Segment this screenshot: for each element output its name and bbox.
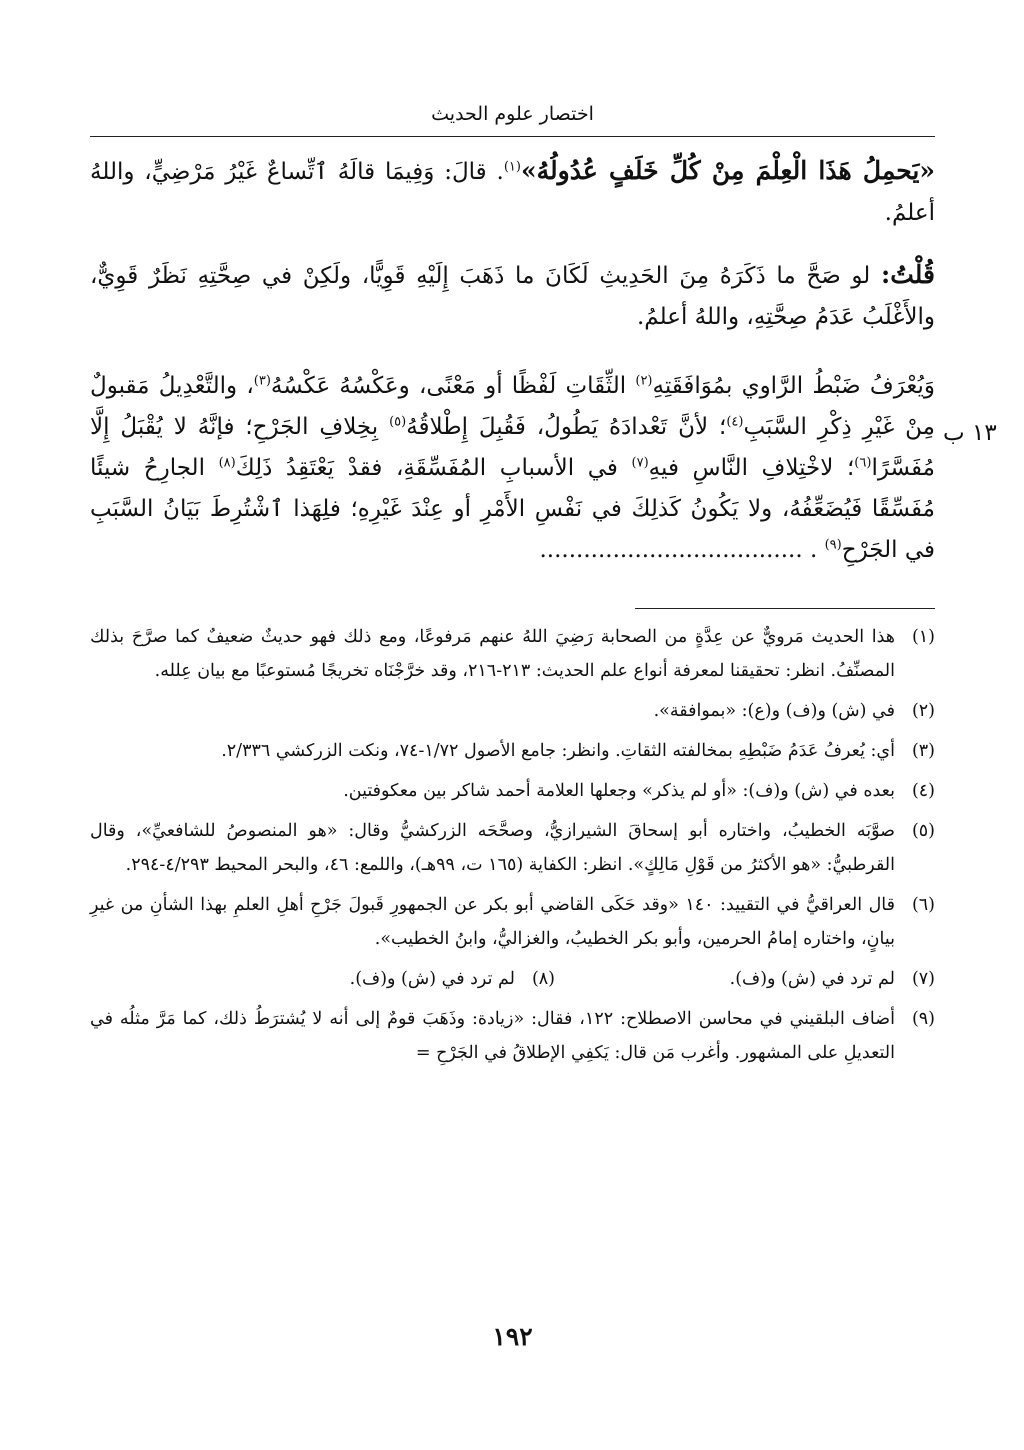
footnote-5	[90, 814, 935, 882]
page-number: ١٩٢	[492, 1322, 533, 1351]
footnote-text: بعده في (ش) و(ف): «أو لم يذكر» وجعلها العلامة أحمد شاكر بين معكوفتين.	[343, 781, 895, 801]
header-divider	[90, 136, 935, 137]
footnote-number: (١)	[911, 627, 935, 647]
footnote-6	[90, 888, 935, 956]
footnote-number: (٤)	[911, 781, 935, 801]
footnote-number: (٧)	[911, 969, 935, 989]
footnote-text: هذا الحديث مَرويٌّ عن عِدَّةٍ من الصحابة رَضِيَ اللهُ عنهم مَرفوعًا، ومع ذلك فهو حديثٌ ضعيفٌ كما صرَّحَ بذلك المصنِّفُ. انظر: تحقيقنا لمعرفة أنواع علم الحديث: ٢١٣-٢١٦، وقد خرَّجْنَاه تخريجًا مُستوعبًا مع بيان عِلله.	[90, 627, 895, 681]
footnote-text: قال العراقيُّ في التقييد: ١٤٠ «وقد حَكَى القاضي أبو بكر عن الجمهورِ قَبولَ جَرْحِ أهلِ العلمِ بهذا الشأنِ من غيرِ بيانٍ، واختاره إمامُ الحرمين، وأبو بكر الخطيبُ، والغزاليُّ، وابنُ الخطيب».	[90, 895, 895, 949]
running-title: اختصار علوم الحديث	[431, 103, 594, 125]
footnote-number: (٨)	[531, 969, 555, 989]
footnote-divider	[635, 608, 935, 609]
footnote-ref-9[interactable]: (٩)	[824, 537, 842, 553]
footnote-ref-4[interactable]: (٤)	[726, 414, 744, 430]
footnote-1	[90, 620, 935, 688]
footnote-number: (٣)	[911, 741, 935, 761]
main-text	[90, 150, 935, 571]
continuation-dots: ....................................	[539, 537, 803, 563]
footnote-number: (٢)	[911, 701, 935, 721]
footnote-ref-7[interactable]: (٧)	[631, 455, 649, 471]
page	[90, 0, 935, 1450]
manuscript-folio-marker: ١٣ ب	[943, 420, 997, 446]
footnote-ref-5[interactable]: (٥)	[389, 414, 407, 430]
footnote-number: (٥)	[911, 821, 935, 841]
qultu-lead: قُلْتُ:	[880, 260, 935, 289]
paragraph-3-text-e: بِخِلافِ الجَرْحِ؛ فإنَّهُ لا يُقْبَلُ إِلَّا مُفَسَّرًا	[90, 414, 935, 481]
footnote-number: (٩)	[911, 1009, 935, 1029]
paragraph-1	[90, 150, 935, 234]
paragraph-3-end: .	[809, 537, 825, 563]
footnote-text: أي: يُعرفُ عَدَمُ ضَبْطِهِ بمخالفته الثقاتِ. وانظر: جامع الأصول ١/٧٢-٧٤، ونكت الزركشي ٢/٣٣٦.	[221, 741, 895, 761]
footnotes	[90, 620, 935, 1076]
footnote-text: لم ترد في (ش) و(ف).	[349, 969, 515, 989]
footnote-3	[90, 734, 935, 768]
paragraph-3-text-d: ؛ لأنَّ تَعْدادَهُ يَطُولُ، فَقُبِلَ إِطْلاقُهُ	[406, 414, 727, 440]
footnote-ref-3[interactable]: (٣)	[253, 373, 271, 389]
paragraph-3-text-g: في الأسبابِ المُفَسِّقَةِ، فقدْ يَعْتَقِدُ ذَلِكَ	[235, 455, 632, 481]
footnote-text: أضاف البلقيني في محاسن الاصطلاح: ١٢٢، فقال: «زيادة: وذَهَبَ قومٌ إلى أنه لا يُشترَطُ ذلك، كما مَرَّ مثلُه في التعديلِ على المشهور. وأغرب مَن قال: يَكفِي الإطلاقُ في الجَرْحِ =	[90, 1009, 895, 1063]
footnote-text: لم ترد في (ش) و(ف).	[729, 969, 895, 989]
footnote-ref-2[interactable]: (٢)	[635, 373, 653, 389]
footnote-7	[555, 962, 935, 996]
footnote-ref-1[interactable]: (١)	[503, 159, 521, 175]
paragraph-3	[90, 366, 935, 571]
footnote-4	[90, 774, 935, 808]
paragraph-2	[90, 254, 935, 338]
paragraph-3-text-h: الجارِحُ شيئًا مُفَسِّقًا فَيُضَعِّفُهُ، ولا يَكُونُ كَذلِكَ في نَفْسِ الأَمْرِ أو عِنْدَ غَيْرِهِ؛ فلِهَذا ٱشْتُرِطَ بَيَانُ السَّبَبِ في الجَرْحِ	[90, 455, 935, 563]
footnote-number: (٦)	[911, 895, 935, 915]
footnote-ref-8[interactable]: (٨)	[218, 455, 236, 471]
footnote-2	[90, 694, 935, 728]
paragraph-3-text-c: ، والتَّعْدِيلُ مَقبولٌ مِنْ غَيْرِ ذِكْرِ السَّبَبِ	[90, 373, 935, 440]
paragraph-3-text-f: ؛ لاخْتِلافِ النَّاسِ فيهِ	[648, 455, 855, 481]
footnote-8	[175, 962, 555, 996]
paragraph-3-text-a: وَيُعْرَفُ ضَبْطُ الرَّاوي بمُوَافَقَتِهِ	[652, 373, 935, 399]
footnote-text: صوَّبَه الخطيبُ، واختاره أبو إسحاقَ الشيرازيُّ، وصحَّحَه الزركشيُّ وقال: «هو المنصوصُ للشافعيِّ»، وقال القرطبيُّ: «هو الأكثرُ من قَوْلِ مَالِكٍ». انظر: الكفاية (١٦٥ ت، ٩٩هـ)، واللمع: ٤٦، والبحر المحيط ٤/٢٩٣-٢٩٤.	[90, 821, 895, 875]
paragraph-1-rest: . قالَ: وَفِيمَا قالَهُ ٱتِّساعٌ غَيْرُ مَرْضِيٍّ، واللهُ أعلمُ.	[90, 159, 935, 226]
footnote-pair-7-8	[90, 962, 935, 996]
footnote-9	[90, 1002, 935, 1070]
quoted-hadith: «يَحمِلُ هَذَا الْعِلْمَ مِنْ كُلِّ خَلَفٍ عُدُولُهُ»	[520, 156, 936, 185]
paragraph-2-rest: لو صَحَّ ما ذَكَرَهُ مِنَ الحَدِيثِ لَكَانَ ما ذَهَبَ إِلَيْهِ قَوِيًّا، ولَكِنْ في صِحَّتِهِ نَظَرٌ قَوِيٌّ، والأَغْلَبُ عَدَمُ صِحَّتِهِ، واللهُ أعلمُ.	[90, 263, 935, 330]
paragraph-3-text-b: الثِّقَاتِ لَفْظًا أو مَعْنًى، وعَكْسُهُ عَكْسُهُ	[270, 373, 636, 399]
footnote-text: في (ش) و(ف) و(ع): «بموافقة».	[653, 701, 895, 721]
footnote-ref-6[interactable]: (٦)	[854, 455, 872, 471]
